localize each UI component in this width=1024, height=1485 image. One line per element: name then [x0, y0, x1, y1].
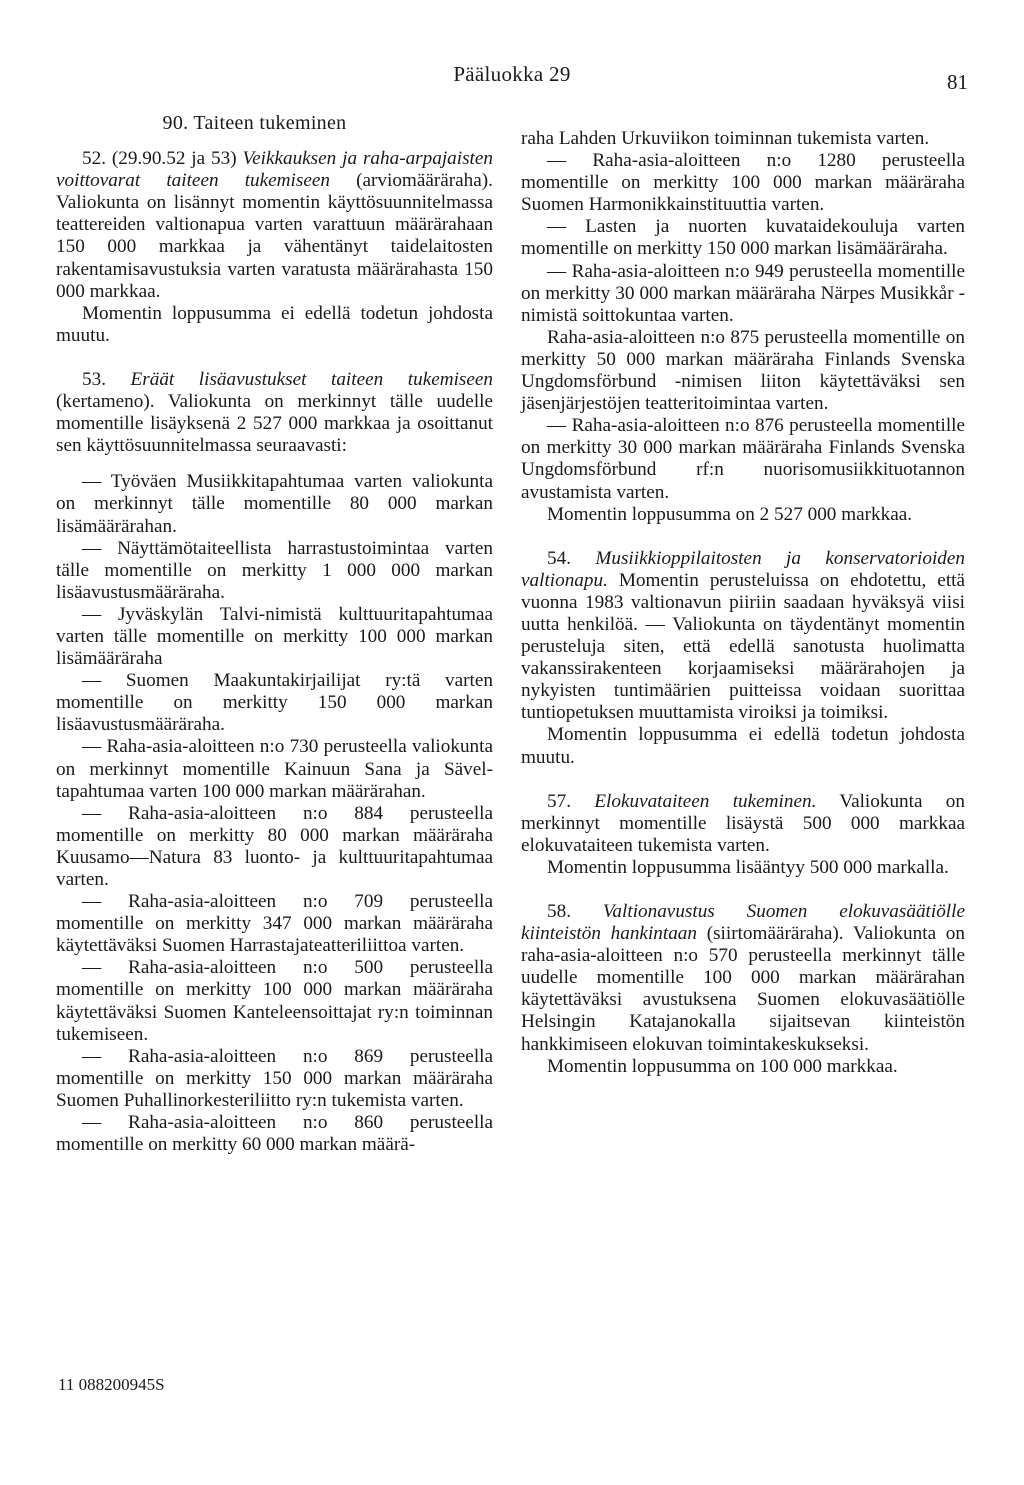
list-item: — Raha-asia-aloitteen n:o 949 perusteella momentille on merkitty 30 000 markan määräraha Närpes Musikkår -nimistä soittokuntaa varten.: [521, 260, 965, 326]
item-number: 57.: [547, 790, 595, 812]
paragraph-57: [521, 791, 965, 857]
item-title: Musiikkioppilaitosten ja konservatorioiden valtionapu.: [521, 547, 966, 591]
running-header: Pääluokka 29: [453, 62, 571, 86]
list-item: — Raha-asia-aloitteen n:o 876 perusteella momentille on merkitty 30 000 markan määräraha Finlands Svenska Ungdomsförbund rf:n nuorisomusiikkituotannon avustamista varten.: [521, 415, 965, 503]
paragraph-58: [521, 901, 965, 1056]
list-item: — Raha-asia-aloitteen n:o 884 perusteella momentille on merkitty 80 000 markan määräraha Kuusamo—Natura 83 luonto- ja kulttuuritapahtumaa varten.: [56, 802, 493, 890]
list-item: — Työväen Musiikkitapahtumaa varten valiokunta on merkinnyt tälle momentille 80 000 markan lisämäärärahan.: [56, 471, 493, 537]
print-code: 11 088200945S: [58, 1375, 165, 1394]
left-column: [56, 112, 493, 1156]
list-item: — Raha-asia-aloitteen n:o 500 perusteella momentille on merkitty 100 000 markan määräraha käytettäväksi Suomen Kanteleensoittajat ry:n toiminnan tukemiseen.: [56, 957, 493, 1045]
item-text: (siirtomääräraha). Valiokunta on raha-asia-aloitteen n:o 570 perusteella merkinnyt tälle uudelle momentille 100 000 markan määrärahan käytettäväksi avustuksena Suomen elokuvasäätiölle Helsingin Katajanokalla sijaitsevan kiinteistön hankkimiseen elokuvan toimintakeskukseksi.: [521, 923, 965, 1055]
list-item: — Raha-asia-aloitteen n:o 869 perusteella momentille on merkitty 150 000 markan määräraha Suomen Puhallinorkesteriliitto ry:n tukemista varten.: [56, 1045, 493, 1111]
summary-54: Momentin loppusumma ei edellä todetun johdosta muutu.: [521, 724, 965, 768]
list-item: — Raha-asia-aloitteen n:o 709 perusteella momentille on merkitty 347 000 markan määräraha käytettäväksi Suomen Harrastajateatteriliittoa varten.: [56, 891, 493, 957]
paragraph-54: [521, 548, 965, 725]
page-number: 81: [947, 70, 968, 94]
item-text: Valiokunta on merkinnyt momentille lisäystä 500 000 markkaa elokuvataiteen tukemista varten.: [521, 790, 965, 856]
summary-52: Momentin loppusumma ei edellä todetun johdosta muutu.: [56, 302, 493, 346]
item-number: 52. (29.90.52 ja 53): [82, 148, 243, 170]
item-number: 58.: [547, 901, 603, 922]
list-item: — Raha-asia-aloitteen n:o 730 perusteella valiokunta on merkinnyt momentille Kainuun Sana ja Sävel-tapahtumaa varten 100 000 markan määrärahan.: [56, 736, 493, 802]
item-title: Elokuvataiteen tukeminen.: [594, 790, 817, 812]
continuation-text: raha Lahden Urkuviikon toiminnan tukemista varten.: [521, 128, 930, 149]
list-item: — Raha-asia-aloitteen n:o 1280 perusteella momentille on merkitty 100 000 markan määräraha Suomen Harmonikkainstituuttia varten.: [521, 150, 965, 216]
paragraph-52: [56, 148, 493, 303]
item-number: 54.: [547, 547, 596, 569]
item-title: Valtionavustus Suomen elokuvasäätiölle kiinteistön hankintaan: [521, 901, 965, 945]
summary-58: Momentin loppusumma on 100 000 markkaa.: [547, 1055, 898, 1077]
list-item: — Suomen Maakuntakirjailijat ry:tä varten momentille on merkitty 150 000 markan lisäavustusmääräraha.: [56, 670, 493, 736]
list-item: Raha-asia-aloitteen n:o 875 perusteella momentille on merkitty 50 000 markan määräraha Finlands Svenska Ungdomsförbund -nimisen liiton käytettäväksi sen jäsenjärjestöjen teatteritoimintaa varten.: [521, 326, 965, 415]
list-item: — Lasten ja nuorten kuvataidekouluja varten momentille on merkitty 150 000 markan lisämääräraha.: [521, 216, 965, 260]
summary-57: Momentin loppusumma lisääntyy 500 000 markalla.: [547, 856, 949, 878]
item-text: Momentin perusteluissa on ehdotettu, että vuonna 1983 valtionavun piiriin saadaan hyväksyä viisi uutta henkilöä. — Valiokunta on täydentänyt momentin perusteluja siten, että edellä sanotusta huolimatta vakanssirakenteen korjaamiseksi määrärahojen ja nykyisten tuntimäärien puitteissa voidaan suorittaa tuntiopetuksen muuttamista viroiksi ja toimiksi.: [521, 569, 965, 724]
section-title: 90. Taiteen tukeminen: [162, 112, 347, 134]
list-item: — Jyväskylän Talvi-nimistä kulttuuritapahtumaa varten tälle momentille on merkitty 100 000 markan lisämääräraha: [56, 603, 493, 670]
summary-53: Momentin loppusumma on 2 527 000 markkaa.: [547, 503, 913, 525]
item-title: Veikkauksen ja raha-arpajaisten voittovarat taiteen tukemiseen: [56, 148, 493, 192]
right-column: [521, 128, 965, 1078]
list-item: — Raha-asia-aloitteen n:o 860 perusteella momentille on merkitty 60 000 markan määrä-: [56, 1112, 493, 1156]
item-number: 53.: [82, 368, 131, 390]
item-text: (kertameno). Valiokunta on merkinnyt tälle uudelle momentille lisäyksenä 2 527 000 markkaa ja osoittanut sen käyttösuunnitelmassa seuraavasti:: [56, 391, 493, 457]
item-text: (arviomääräraha). Valiokunta on lisännyt momentin käyttösuunnitelmassa teattereiden valtionapua varten varattuun määrärahaan 150 000 markkaa ja vähentänyt taidelaitosten rakentamisavustuksia varten varatusta määrärahasta 150 000 markkaa.: [56, 170, 493, 302]
item-title: Eräät lisäavustukset taiteen tukemiseen: [130, 368, 494, 390]
paragraph-53: [56, 369, 493, 457]
list-item: — Näyttämötaiteellista harrastustoimintaa varten tälle momentille on merkitty 1 000 000 markan lisäavustusmääräraha.: [56, 537, 493, 603]
